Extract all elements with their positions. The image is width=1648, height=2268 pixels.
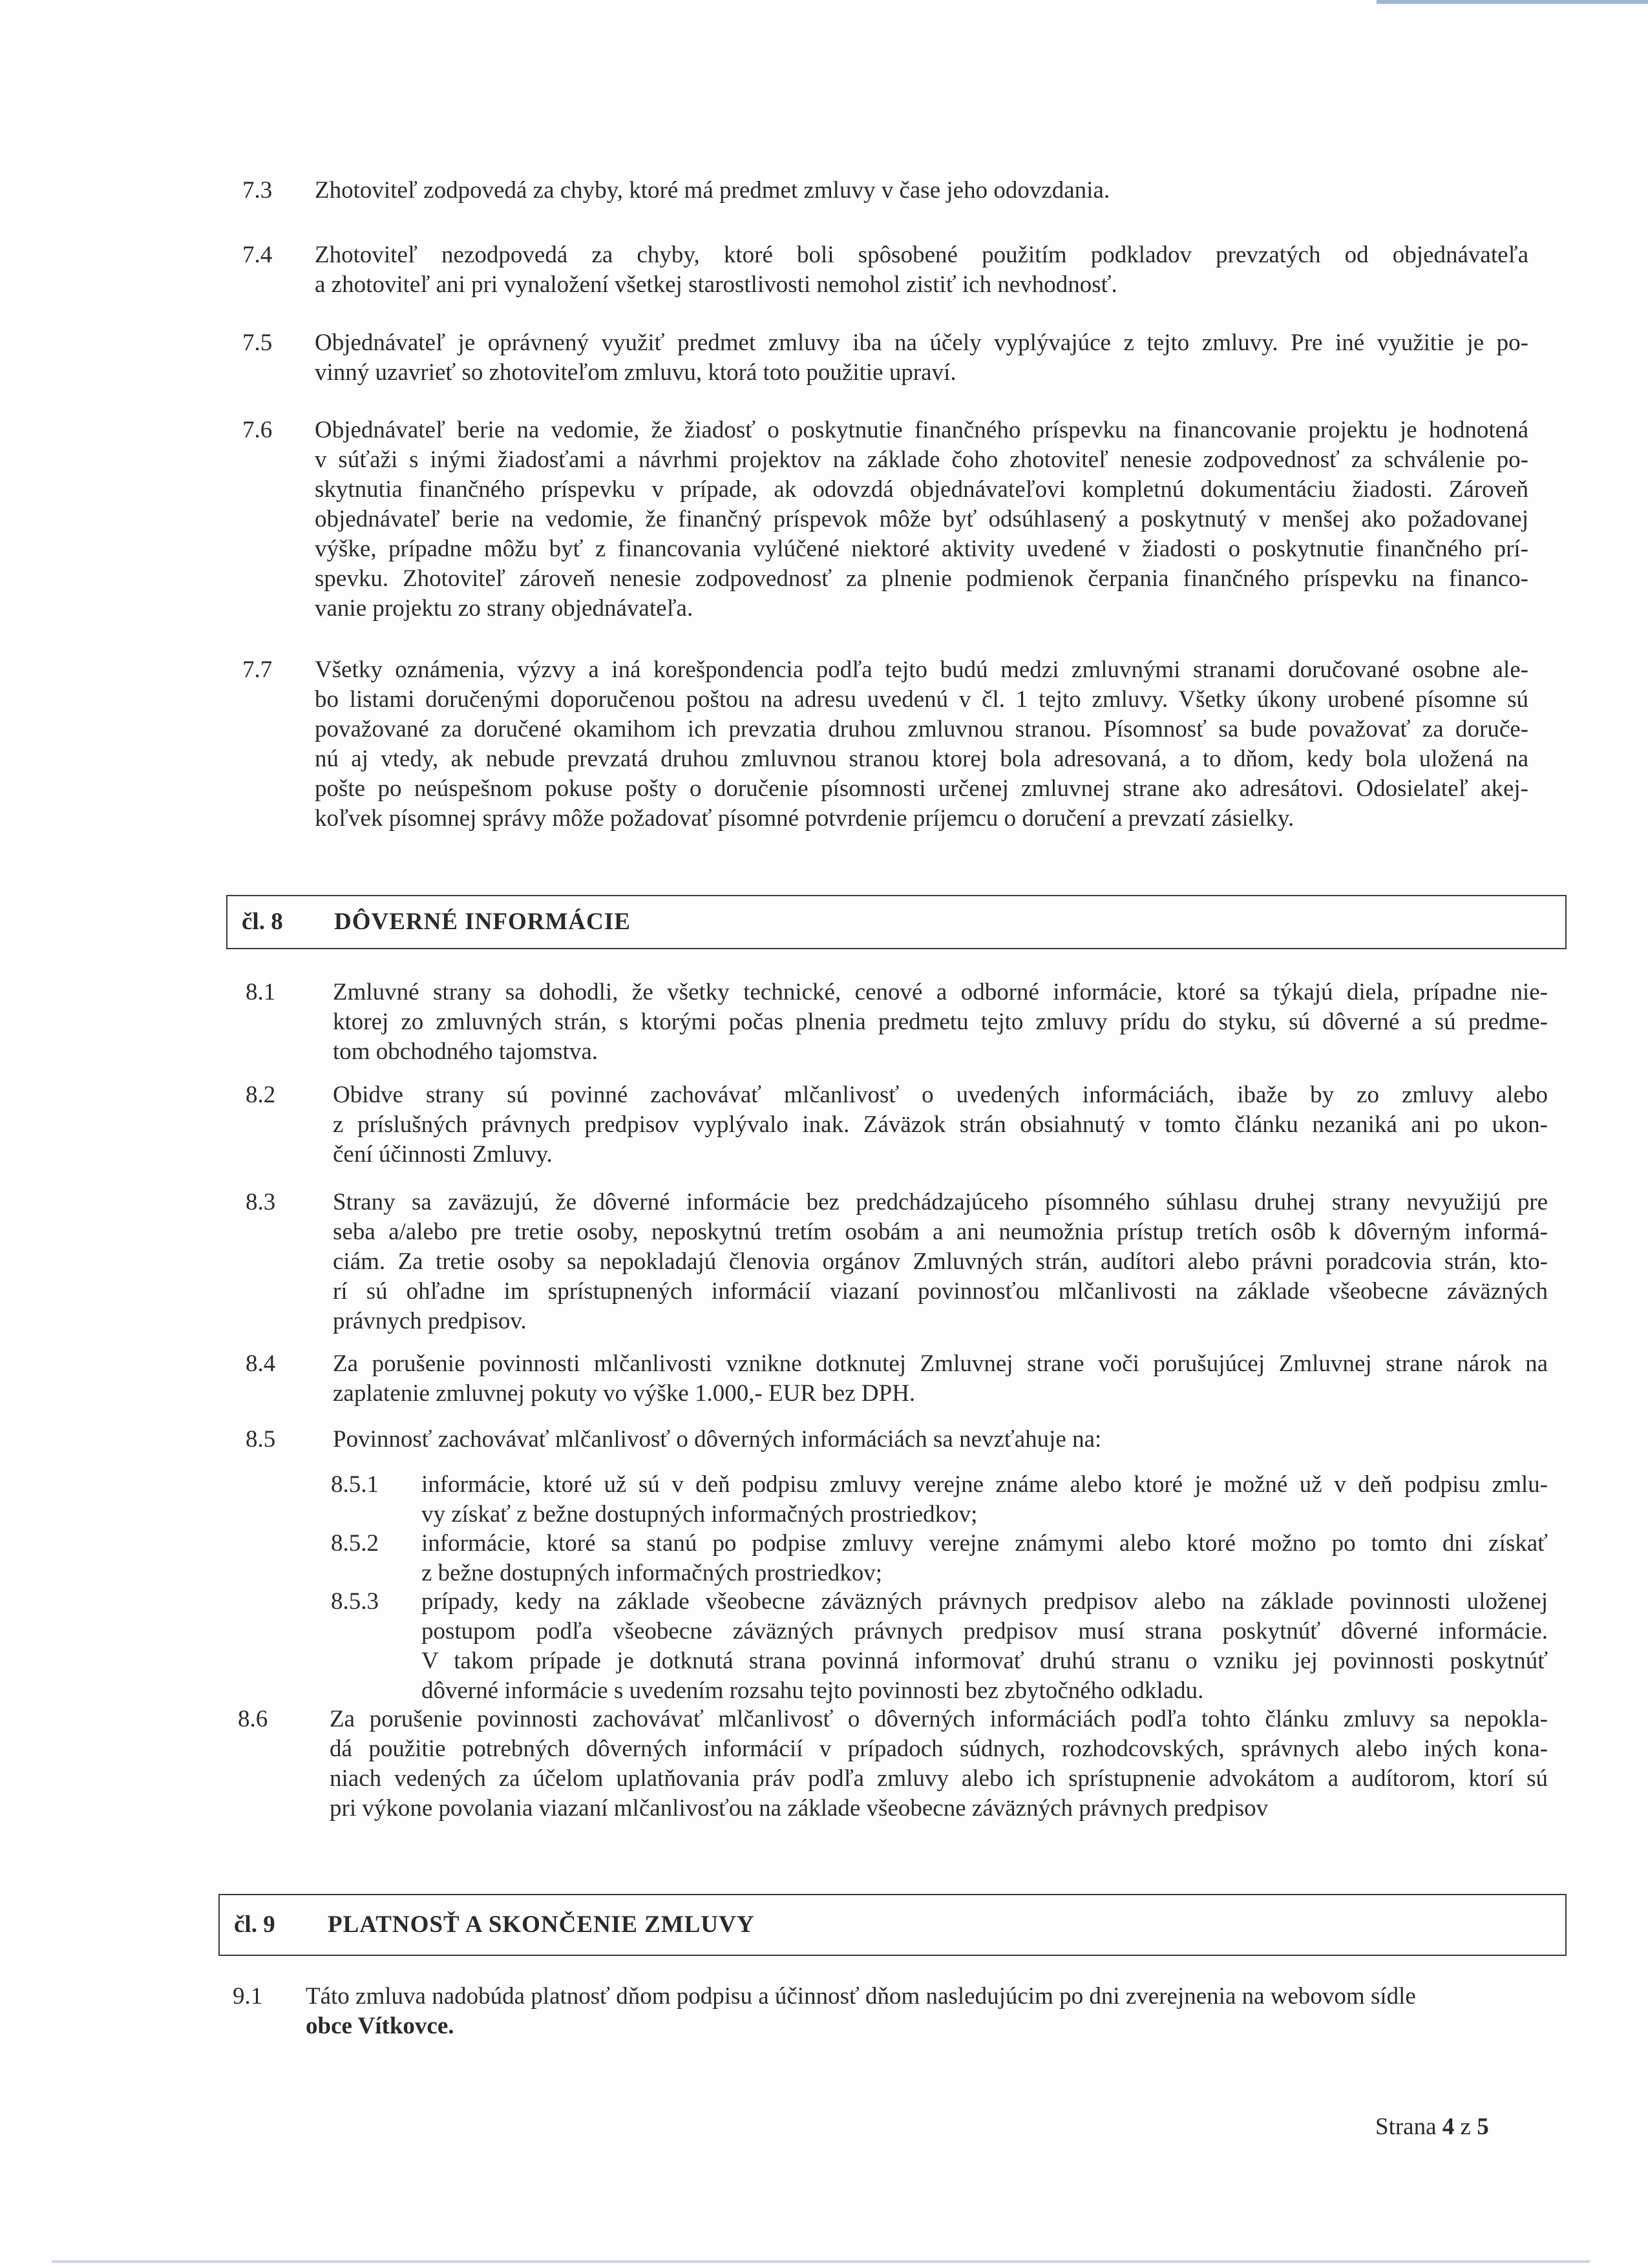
clause-text [315, 415, 1528, 624]
text-line: seba a/alebo pre tretie osoby, neposkytnú tretím osobám a ani neumožnia prístup tretích osôb k dôverným informá- [333, 1219, 1548, 1245]
text-line: Zmluvné strany sa dohodli, že všetky technické, cenové a odborné informácie, ktoré sa týkajú diela, prípadne nie- [333, 979, 1548, 1005]
clause-number: 8.3 [246, 1189, 276, 1215]
clause-number: 7.5 [242, 330, 273, 356]
clause-number: 7.4 [242, 242, 273, 268]
clause-text [330, 1705, 1548, 1823]
clause-number: 8.5.1 [331, 1471, 379, 1498]
clause-number: 8.2 [246, 1082, 276, 1108]
clause-number: 7.7 [242, 656, 273, 683]
clause-text [333, 1425, 1548, 1454]
text-line: rí sú ohľadne im sprístupnených informácií viazaní povinnosťou mlčanlivosti na základe všeobecne záväzných [333, 1278, 1548, 1305]
text-line: tom obchodného tajomstva. [333, 1038, 598, 1065]
clause-text [421, 1587, 1548, 1706]
section-heading-9 [218, 1894, 1567, 1956]
text-line: spevku. Zhotoviteľ zároveň nenesie zodpovednosť za plnenie podmienok čerpania finančného príspevku na financo- [315, 565, 1528, 592]
footer-total-pages: 5 [1477, 2114, 1489, 2140]
page-footer [1375, 2113, 1489, 2141]
clause-text [315, 655, 1528, 834]
clause-text [333, 1349, 1548, 1409]
text-line: nú aj vtedy, ak nebude prevzatá druhou zmluvnou stranou ktorej bola adresovaná, a to dňom, kedy bola uložená na [315, 746, 1528, 772]
footer-prefix: Strana [1375, 2114, 1442, 2140]
text-line: vanie projektu zo strany objednávateľa. [315, 595, 693, 622]
text-line: Táto zmluva nadobúda platnosť dňom podpisu a účinnosť dňom nasledujúcim po dni zverejnenia na webovom sídle [306, 1983, 1416, 2010]
scan-edge-bottom [52, 2260, 1590, 2263]
text-line: v súťaži s inými žiadosťami a návrhmi projektov na základe čoho zhotoviteľ nenesie zodpovednosť za schválenie po- [315, 446, 1528, 473]
text-line: dôverné informácie s uvedením rozsahu tejto povinnosti bez zbytočného odkladu. [421, 1677, 1204, 1704]
clause-number: 8.5 [246, 1426, 276, 1453]
clause-text [333, 978, 1548, 1067]
text-line-bold: obce Vítkovce. [306, 2013, 454, 2039]
footer-page-number: 4 [1442, 2114, 1455, 2140]
text-line: V takom prípade je dotknutá strana povinná informovať druhú stranu o vzniku jej povinnosti poskytnúť [421, 1648, 1548, 1674]
clause-text [315, 240, 1528, 300]
text-line: Všetky oznámenia, výzvy a iná korešpondencia podľa tejto budú medzi zmluvnými stranami doručované osobne ale- [315, 656, 1528, 683]
text-line: koľvek písomnej správy môže požadovať písomné potvrdenie príjemcu o doručení a prevzatí zásielky. [315, 805, 1294, 832]
clause-text [306, 1982, 1551, 2041]
clause-number: 7.3 [242, 177, 273, 204]
footer-separator: z [1454, 2114, 1477, 2140]
text-line: postupom podľa všeobecne záväzných právnych predpisov musí strana poskytnúť dôverné informácie. [421, 1618, 1548, 1644]
text-line: považované za doručené okamihom ich prevzatia druhou zmluvnou stranou. Písomnosť sa bude považovať za doruče- [315, 716, 1528, 742]
section-heading-8 [226, 895, 1567, 949]
text-line: pošte po neúspešnom pokuse pošty o doručenie písomnosti určenej zmluvnej strane ako adresátovi. Odosielateľ akej- [315, 775, 1528, 802]
section-number: čl. 8 [242, 908, 283, 935]
clause-text [421, 1529, 1548, 1588]
text-line: Za porušenie povinnosti mlčanlivosti vznikne dotknutej Zmluvnej strane voči porušujúcej Zmluvnej strane nárok na [333, 1350, 1548, 1377]
clause-number: 8.1 [246, 979, 276, 1005]
text-line: z bežne dostupných informačných prostriedkov; [421, 1560, 883, 1586]
clause-number: 7.6 [242, 417, 273, 443]
clause-number: 8.6 [238, 1706, 268, 1732]
clause-text [421, 1470, 1548, 1529]
clause-number: 8.5.2 [331, 1530, 379, 1557]
text-line: Zhotoviteľ nezodpovedá za chyby, ktoré boli spôsobené použitím podkladov prevzatých od objednávateľa [315, 242, 1528, 268]
text-line: Zhotoviteľ zodpovedá za chyby, ktoré má predmet zmluvy v čase jeho odovzdania. [315, 177, 1110, 204]
text-line: objednávateľ berie na vedomie, že finančný príspevok môže byť odsúhlasený a poskytnutý v menšej ako požadovanej [315, 506, 1528, 532]
text-line: čení účinnosti Zmluvy. [333, 1141, 553, 1168]
scan-edge-top [1377, 0, 1648, 4]
section-title: PLATNOSŤ A SKONČENIE ZMLUVY [328, 1911, 755, 1938]
text-line: právnych predpisov. [333, 1308, 527, 1334]
text-line: Za porušenie povinnosti zachovávať mlčanlivosť o dôverných informáciách podľa tohto článku zmluvy sa nepokla- [330, 1706, 1548, 1732]
text-line: prípady, kedy na základe všeobecne záväzných právnych predpisov alebo na základe povinnosti uloženej [421, 1588, 1548, 1615]
text-line: ktorej zo zmluvných strán, s ktorými počas plnenia predmetu tejto zmluvy prídu do styku, sú dôverné a sú predme- [333, 1009, 1548, 1035]
section-number: čl. 9 [234, 1911, 275, 1938]
text-line: a zhotoviteľ ani pri vynaložení všetkej starostlivosti nemohol zistiť ich nevhodnosť. [315, 271, 1117, 298]
text-line: Objednávateľ berie na vedomie, že žiadosť o poskytnutie finančného príspevku na financovanie projektu je hodnotená [315, 417, 1528, 443]
text-line: vy získať z bežne dostupných informačných prostriedkov; [421, 1501, 978, 1528]
text-line: informácie, ktoré už sú v deň podpisu zmluvy verejne známe alebo ktoré je možné už v deň podpisu zmlu- [421, 1471, 1548, 1498]
text-line: pri výkone povolania viazaní mlčanlivosťou na základe všeobecne záväzných právnych predpisov [330, 1795, 1269, 1822]
text-line: z príslušných právnych predpisov vyplývalo inak. Záväzok strán obsiahnutý v tomto článku nezaniká ani po ukon- [333, 1111, 1548, 1138]
section-title: DÔVERNÉ INFORMÁCIE [334, 908, 631, 935]
text-line: niach vedených za účelom uplatňovania práv podľa zmluvy alebo ich sprístupnenie advokátom a audítorom, ktorí sú [330, 1765, 1548, 1792]
text-line: Strany sa zaväzujú, že dôverné informácie bez predchádzajúceho písomného súhlasu druhej strany nevyužijú pre [333, 1189, 1548, 1215]
clause-text [315, 328, 1528, 388]
clause-text [333, 1188, 1548, 1336]
clause-number: 9.1 [233, 1983, 263, 2010]
text-line: informácie, ktoré sa stanú po podpise zmluvy verejne známymi alebo ktoré možno po tomto dni získať [421, 1530, 1548, 1557]
text-line: ciám. Za tretie osoby sa nepokladajú členovia orgánov Zmluvných strán, audítori alebo právni poradcovia strán, kto- [333, 1248, 1548, 1275]
text-line: Objednávateľ je oprávnený využiť predmet zmluvy iba na účely vyplývajúce z tejto zmluvy. Pre iné využitie je po- [315, 330, 1528, 356]
clause-text [315, 176, 1528, 205]
text-line: výške, prípadne môžu byť z financovania vylúčené niektoré aktivity uvedené v žiadosti o poskytnutie finančného prí- [315, 536, 1528, 562]
clause-number: 8.4 [246, 1350, 276, 1377]
text-line: Povinnosť zachovávať mlčanlivosť o dôverných informáciách sa nevzťahuje na: [333, 1426, 1102, 1453]
clause-text [333, 1080, 1548, 1170]
text-line: skytnutia finančného príspevku v prípade, ak odovzdá objednávateľovi kompletnú dokumentáciu žiadosti. Zároveň [315, 476, 1528, 503]
text-line: zaplatenie zmluvnej pokuty vo výške 1.000,- EUR bez DPH. [333, 1380, 916, 1407]
text-line: dá použitie potrebných dôverných informácií v prípadoch súdnych, rozhodcovských, správnych alebo iných kona- [330, 1736, 1548, 1762]
clause-number: 8.5.3 [331, 1588, 379, 1615]
text-line: Obidve strany sú povinné zachovávať mlčanlivosť o uvedených informáciách, ibaže by zo zmluvy alebo [333, 1082, 1548, 1108]
text-line: bo listami doručenými doporučenou poštou na adresu uvedenú v čl. 1 tejto zmluvy. Všetky úkony urobené písomne sú [315, 686, 1528, 713]
text-line: vinný uzavrieť so zhotoviteľom zmluvu, ktorá toto použitie upraví. [315, 359, 956, 386]
